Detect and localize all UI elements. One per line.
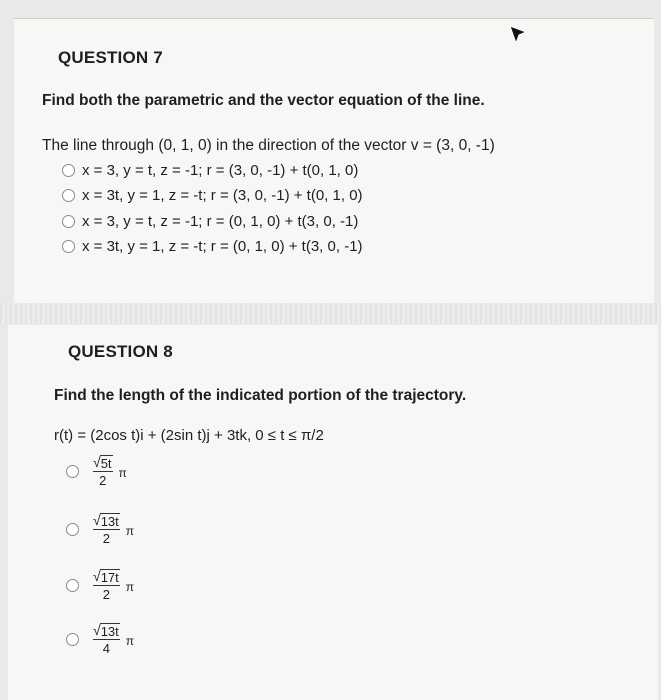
radio-button-icon[interactable]: [66, 523, 79, 536]
denominator: 2: [99, 473, 107, 488]
question-7-stem: The line through (0, 1, 0) in the direction of the vector v = (3, 0, -1): [42, 137, 495, 154]
question-8-panel: [8, 325, 658, 700]
option-label: x = 3, y = t, z = -1; r = (3, 0, -1) + t(0, 1, 0): [82, 162, 359, 179]
pi-symbol: π: [125, 580, 135, 594]
question-7-option-3[interactable]: [62, 213, 358, 230]
radio-button-icon[interactable]: [66, 579, 79, 592]
pi-symbol: π: [118, 466, 127, 480]
denominator: 4: [102, 641, 110, 656]
question-8-option-4[interactable]: [66, 623, 134, 655]
radicand: 13t: [100, 514, 119, 529]
pi-symbol: π: [125, 634, 135, 648]
radicand: 13t: [100, 624, 119, 639]
question-7-option-2[interactable]: [62, 187, 363, 204]
question-7-title: QUESTION 7: [58, 48, 163, 67]
fraction: √ 13t 4: [93, 622, 119, 656]
question-7-option-4[interactable]: [62, 238, 363, 255]
radio-button-icon[interactable]: [66, 465, 79, 478]
denominator: 2: [102, 531, 110, 546]
radio-button-icon[interactable]: [62, 240, 75, 253]
radicand: 5t: [100, 456, 112, 471]
radio-button-icon[interactable]: [62, 189, 75, 202]
question-7-panel: [14, 18, 654, 304]
question-8-option-2[interactable]: [66, 513, 134, 545]
option-label: x = 3, y = t, z = -1; r = (0, 1, 0) + t(3, 0, -1): [82, 213, 359, 230]
question-7-option-1[interactable]: [62, 162, 358, 179]
mouse-pointer-icon: [508, 24, 528, 46]
radio-button-icon[interactable]: [62, 215, 75, 228]
question-8-title: QUESTION 8: [68, 342, 173, 361]
section-divider: [0, 303, 661, 325]
fraction: √ 5t 2: [93, 454, 112, 488]
option-label: x = 3t, y = 1, z = -t; r = (3, 0, -1) + t(0, 1, 0): [82, 187, 363, 204]
pi-symbol: π: [125, 524, 135, 538]
fraction: √ 13t 2: [93, 512, 119, 546]
radio-button-icon[interactable]: [62, 164, 75, 177]
radicand: 17t: [100, 570, 119, 585]
question-8-option-3[interactable]: [66, 569, 134, 601]
question-8-stem: r(t) = (2cos t)i + (2sin t)j + 3tk, 0 ≤ t ≤ π/2: [54, 427, 324, 444]
question-8-option-1[interactable]: [66, 455, 127, 487]
denominator: 2: [102, 587, 110, 602]
fraction: √ 17t 2: [93, 568, 119, 602]
question-8-prompt: Find the length of the indicated portion of the trajectory.: [54, 387, 467, 404]
radio-button-icon[interactable]: [66, 633, 79, 646]
option-label: x = 3t, y = 1, z = -t; r = (0, 1, 0) + t(3, 0, -1): [82, 238, 363, 255]
question-7-prompt: Find both the parametric and the vector equation of the line.: [42, 92, 485, 109]
